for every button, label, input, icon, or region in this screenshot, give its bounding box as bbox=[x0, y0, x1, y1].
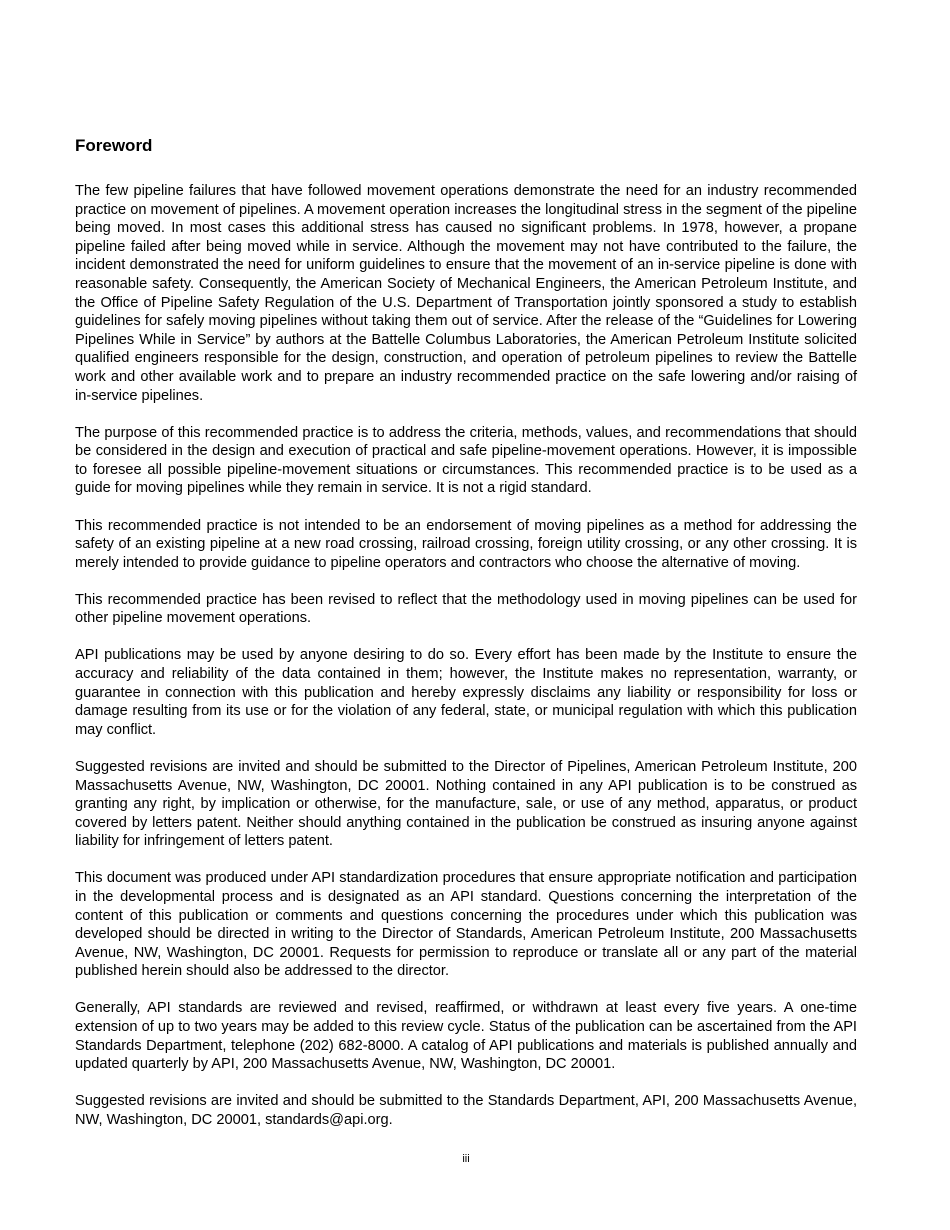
paragraph-8: Generally, API standards are reviewed and revised, reaffirmed, or withdrawn at least every five years. A one-time extension of up to two years may be added to this review cycle. Status of the publication can be ascertained from the API Standards Department, telephone (202) 682-8000. A catalog of API publications and materials is published annually and updated quarterly by API, 200 Massachusetts Avenue, NW, Washington, DC 20001. bbox=[75, 1000, 857, 1073]
paragraph-3: This recommended practice is not intended to be an endorsement of moving pipelines as a method for addressing the safety of an existing pipeline at a new road crossing, railroad crossing, foreign utility crossing, or any other crossing. It is merely intended to provide guidance to pipeline operators and contractors who choose the alternative of moving. bbox=[75, 517, 857, 571]
paragraph-2: The purpose of this recommended practice is to address the criteria, methods, values, and recommendations that should be considered in the design and execution of practical and safe pipeline-movement operations. However, it is impossible to foresee all possible pipeline-movement situations or circumstances. This recommended practice is to be used as a guide for moving pipelines while they remain in service. It is not a rigid standard. bbox=[75, 424, 857, 497]
paragraph-1: The few pipeline failures that have followed movement operations demonstrate the need for an industry recommended practice on movement of pipelines. A movement operation increases the longitudinal stress in the segment of the pipeline being moved. In most cases this additional stress has caused no significant problems. In 1978, however, a propane pipeline failed after being moved while in service. Although the movement may not have contributed to the failure, the incident demonstrated the need for uniform guidelines to ensure that the movement of an in-service pipeline is done with reasonable safety. Consequently, the American Society of Mechanical Engineers, the American Petroleum Institute, and the Office of Pipeline Safety Regulation of the U.S. Department of Transportation jointly sponsored a study to establish guidelines for safely moving pipelines without taking them out of service. After the release of the “Guidelines for Lowering Pipelines While in Service” by authors at the Battelle Columbus Laboratories, the American Petroleum Institute solicited qualified engineers responsible for the design, construction, and operation of petroleum pipelines to review the Battelle work and other available work and to prepare an industry recommended practice on the safe lowering and/or raising of in-service pipelines. bbox=[75, 183, 857, 404]
paragraph-4: This recommended practice has been revised to reflect that the methodology used in moving pipelines can be used for other pipeline movement operations. bbox=[75, 591, 857, 627]
paragraph-6: Suggested revisions are invited and should be submitted to the Director of Pipelines, American Petroleum Institute, 200 Massachusetts Avenue, NW, Washington, DC 20001. Nothing contained in any API publication is to be construed as granting any right, by implication or otherwise, for the manufacture, sale, or use of any method, apparatus, or product covered by letters patent. Neither should anything contained in the publication be construed as insuring anyone against liability for infringement of letters patent. bbox=[75, 758, 857, 850]
page-number: iii bbox=[462, 1153, 470, 1165]
paragraph-7: This document was produced under API standardization procedures that ensure appropriate notification and participation in the developmental process and is designated as an API standard. Questions concerning the interpretation of the content of this publication or comments and questions concerning the procedures under which this publication was developed should be directed in writing to the Director of Standards, American Petroleum Institute, 200 Massachusetts Avenue, NW, Washington, DC 20001. Requests for permission to reproduce or translate all or any part of the material published herein should also be addressed to the director. bbox=[75, 870, 857, 980]
paragraph-5: API publications may be used by anyone desiring to do so. Every effort has been made by the Institute to ensure the accuracy and reliability of the data contained in them; however, the Institute makes no representation, warranty, or guarantee in connection with this publication and hereby expressly disclaims any liability or responsibility for loss or damage resulting from its use or for the violation of any federal, state, or municipal regulation with which this publication may conflict. bbox=[75, 647, 857, 738]
page-title: Foreword bbox=[75, 136, 153, 155]
foreword-body bbox=[75, 182, 857, 1148]
paragraph-9: Suggested revisions are invited and should be submitted to the Standards Department, API, 200 Massachusetts Avenue, NW, Washington, DC 20001, standards@api.org. bbox=[75, 1093, 857, 1128]
